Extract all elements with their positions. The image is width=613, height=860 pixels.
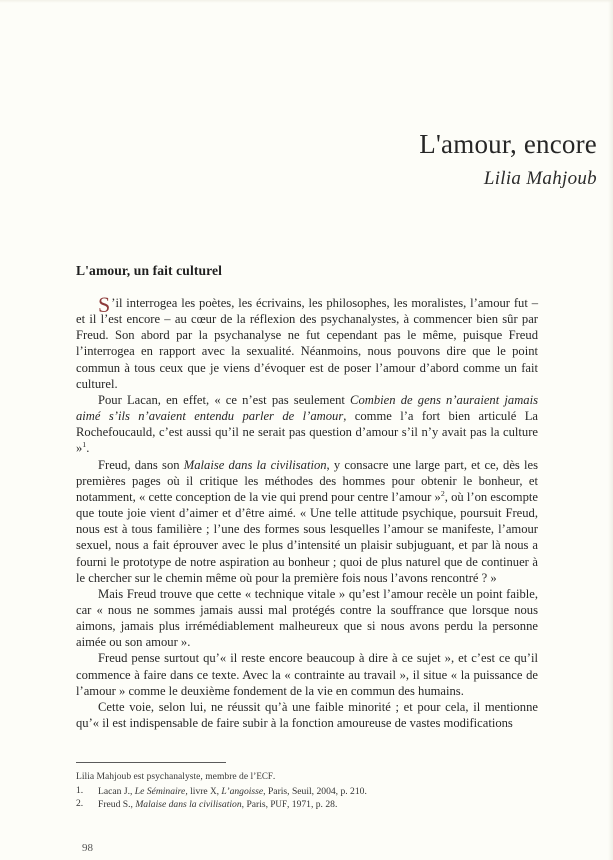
footnote-2-c: , 1971, p. 28. bbox=[286, 799, 338, 811]
paragraph-6: Cette voie, selon lui, ne réussit qu’à une faible minorité ; et pour cela, il mentionne qu’« il est indispensable de faire subir à la fonction amoureuse de vastes modifications bbox=[76, 699, 538, 731]
footnote-item-2 bbox=[76, 798, 538, 812]
footnote-1-b: , livre bbox=[185, 785, 211, 797]
footnote-1-a: Lacan J., bbox=[98, 785, 135, 797]
footnote-2-italic-1: Malaise dans la civilisation bbox=[135, 799, 242, 811]
title-block bbox=[57, 130, 597, 190]
footnote-1-d: , Paris, Seuil, 2004, p. 210. bbox=[263, 785, 367, 797]
paragraph-2 bbox=[76, 392, 538, 457]
scan-edge-right bbox=[608, 0, 613, 860]
paragraph-3-text-b: , y consacre une large part, et ce, dès les premières pages où il critique les méthodes des hommes pour obtenir le bonheur, et notamment, « cette conception de la vie qui prend pour centre l’amour » bbox=[76, 457, 539, 504]
footnote-2-a: Freud S., bbox=[98, 799, 136, 811]
footnote-ref-2[interactable]: 2 bbox=[440, 488, 445, 498]
drop-cap: S bbox=[98, 292, 111, 317]
footnote-ref-1[interactable]: 1 bbox=[82, 440, 87, 450]
paragraph-3-text-a: Freud, dans son bbox=[98, 457, 184, 472]
paragraph-2-text-c: . bbox=[86, 441, 90, 456]
footnote-item-1 bbox=[76, 785, 538, 799]
scan-edge-top bbox=[0, 0, 613, 3]
footnote-1-smallcaps: X bbox=[210, 785, 217, 796]
author-bio-text-a: Lilia Mahjoub est psychanalyste, membre de l’ bbox=[76, 771, 257, 782]
paragraph-3-text-c: , où l’on escompte que toute joie vient d’aimer et d’être aimé. « Une telle attitude psychique, poursuit Freud, nous est à tous familière ; l’une des formes sous lesquelles l’amour se manifeste, l’amour sexuel, nous a fait éprouver avec le plus d’intensité un plaisir subjuguant, et par là nous a fourni le prototype de notre aspiration au bonheur ; quoi de plus naturel que de continuer à le chercher sur le chemin même où pour la première fois nous l’avons rencontré ? » bbox=[76, 489, 538, 585]
page-number: 98 bbox=[82, 842, 93, 854]
body-text-area bbox=[76, 263, 538, 731]
paragraph-2-text-a: Pour Lacan, en effet, « ce n’est pas seulement bbox=[98, 392, 351, 407]
footnote-1-italic-1: Le Séminaire bbox=[134, 785, 186, 797]
footnotes-block bbox=[76, 762, 538, 812]
paragraph-2-text-b: , comme l’a fort bien articulé La Rochefoucauld, c’est aussi qu’il ne serait pas question d’amour s’il n’y avait pas la culture » bbox=[76, 409, 538, 456]
footnote-1-italic-2: L’angoisse bbox=[221, 785, 264, 797]
section-heading: L'amour, un fait culturel bbox=[76, 263, 223, 278]
author-bio-text-b: . bbox=[272, 771, 276, 782]
footnote-1-c: , bbox=[216, 785, 222, 797]
paragraph-5: Freud pense surtout qu’« il reste encore beaucoup à dire à ce sujet », et c’est ce qu’il commence à faire dans ce texte. Avec la « contrainte au travail », il situe « la puissance de l’amour » comme le deuxième fondement de la vie en commun des humains. bbox=[76, 651, 538, 698]
footnote-number-2: 2. bbox=[76, 798, 84, 810]
footnote-2-b: , Paris, bbox=[241, 799, 271, 811]
paragraph-3-title-italic: Malaise dans la civilisation bbox=[183, 457, 327, 472]
author-name: Lilia Mahjoub bbox=[483, 168, 597, 190]
footnote-text-2 bbox=[98, 798, 538, 812]
author-bio-note bbox=[76, 770, 538, 784]
paragraph-2-quote-italic: Combien de gens n’auraient jamais aimé s’ils n’avaient entendu parler de l’amour bbox=[76, 392, 538, 424]
footnote-2-smallcaps: PUF bbox=[270, 799, 287, 810]
footnote-number-1: 1. bbox=[76, 784, 84, 796]
paragraph-1-text: ’il interrogea les poètes, les écrivains, les philosophes, les moralistes, l’amour fut – et il l’est encore – au cœur de la réflexion des psychanalystes, à commencer bien sûr par Freud. Son abord par la psychanalyse ne fut cependant pas le même, puisque Freud l’interrogea en rapport avec la sexualité. Néanmoins, nous pouvons dire que le point commun à tous ceux que je viens d’évoquer est de poser l’amour d’abord comme un fait culturel. bbox=[76, 296, 538, 391]
paragraph-4: Mais Freud trouve que cette « technique vitale » qu’est l’amour recèle un point faible, car « nous ne sommes jamais aussi mal protégés contre la souffrance que lorsque nous aimons, jamais plus irrémédiablement malheureux que si nous avons perdu la personne aimée ou son amour ». bbox=[76, 586, 538, 650]
footnote-separator-rule bbox=[76, 762, 226, 763]
footnote-text-1 bbox=[98, 785, 538, 799]
page-title: L'amour, encore bbox=[419, 129, 597, 159]
paragraph-3 bbox=[76, 457, 538, 586]
paragraph-1 bbox=[76, 292, 538, 392]
author-bio-acronym: ECF bbox=[256, 771, 273, 781]
